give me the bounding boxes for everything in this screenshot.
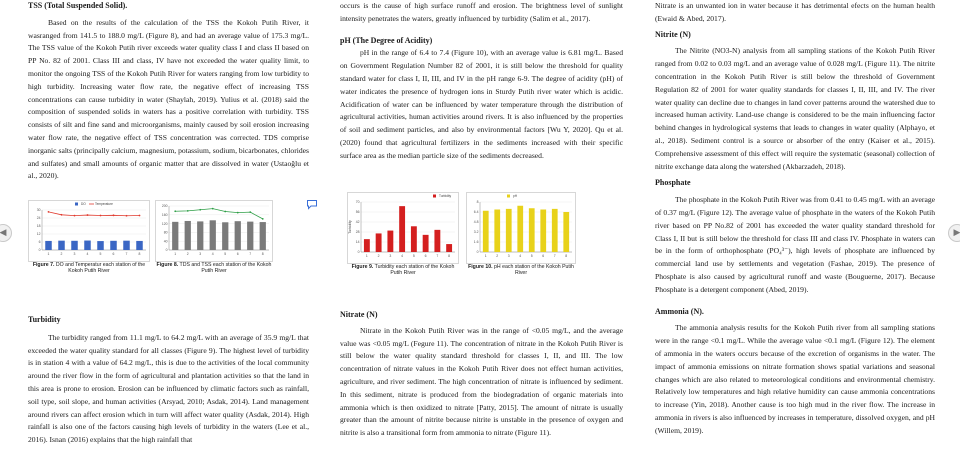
figure-7-caption: Figure 7. DO and Temperatur each station of the Kokoh Putih River [32,262,146,275]
bar-ph [540,210,546,253]
bar-turbidity [411,226,417,252]
bar-turbidity [434,230,440,252]
tss-heading: TSS (Total Suspended Solid). [28,1,128,10]
y-tick-label: 4.8 [473,220,479,225]
bar-ph [483,211,489,252]
nitrate-paragraph: Nitrate in the Kokoh Putih River was in the range of <0.05 mg/L, and the average value was <0.05 mg/L (Fegure 11). The concentration of nitrate in the Kokoh Putih River is still below the water quality standard threshold for classes I, II, and III. The low concentration of nitrate values in the Kokoh Putih River does not effect human activities, agriculture, and river sediment. The high concentration of nitrate is influenced by sediment. In this sediment, nitrate is produced from the biodegradation of organic materials into ammonia which is then oxidized to nitrate [Patty, 2015]. The amount of nitrate is usually greater than the amount of nitrite because nitrite is unstable in the presence of oxygen and nitrite is also a transitional form from ammonia to nitrate (Figure 11). [340,325,623,438]
x-tick-label: 7 [436,254,439,258]
bar-do [123,241,130,250]
point-temperature [87,214,89,216]
x-tick-label: 1 [365,254,368,258]
bar-turbidity [387,231,393,252]
x-tick-label: 5 [99,252,102,256]
next-page-button[interactable] [948,224,960,242]
figure-8 [155,200,273,275]
phosphate-heading: Phosphate [655,178,691,188]
point-temperature [48,211,50,213]
bar-do [71,241,78,250]
bar-do [110,241,117,250]
figure-10 [466,192,576,277]
bar-tds [222,222,228,250]
chevron-left-icon: ◀ [0,228,7,238]
bar-ph [494,210,500,253]
x-tick-label: 6 [112,252,115,256]
y-tick-label: 80 [163,230,168,235]
figure-9-caption: Figure 9. Turbidity each station of the Kokoh Putih River [351,264,455,277]
legend-label: Temperature [95,202,113,207]
ammonia-heading: Ammonia (N). [655,306,704,316]
column-left-lower [28,314,309,447]
x-tick-label: 6 [236,252,239,256]
x-tick-label: 1 [47,252,50,256]
legend-label: DO [81,202,86,207]
y-tick-label: 40 [163,239,168,244]
y-tick-label: 42 [355,220,360,225]
turbidity-heading: Turbidity [28,315,61,324]
y-tick-label: 70 [355,200,360,205]
bar-do [45,241,52,250]
bar-do [136,241,143,250]
ph-paragraph: pH in the range of 6.4 to 7.4 (Figure 10), with an average value is 6.81 mg/L. Based on Government Regulation Number 82 of 2001, it is still below the threshold for quality standard water for class I, II, III, and IV in the pH range 6-9. The degree of acidity (pH) of water indicates the presence of hydrogen ions in Sturdy Putih river water which is acidic. Acidification of water can be influenced by water temperature through the distribution of agricultural activities, human activities around rivers. It is also influenced by the properties of soil and sediment particles, and also by environmental factors [Wu Y, 2020]. Qu et al. (2020) found that agricultural fertilizers in the sediments increased with their specific surface area as the median particle size of the sediments decreased. [340,48,623,160]
x-tick-label: 1 [174,252,177,256]
point-temperature [139,215,141,217]
y-tick-label: 200 [161,204,168,209]
point-tss [224,211,226,213]
x-tick-label: 4 [86,252,89,256]
x-tick-label: 5 [412,254,415,258]
figure-10-chart [466,192,576,264]
x-tick-label: 5 [224,252,227,256]
x-tick-label: 7 [125,252,128,256]
bar-turbidity [376,233,382,252]
x-tick-label: 2 [496,254,499,258]
bar-tds [235,221,241,250]
y-tick-label: 14 [355,240,360,245]
bar-turbidity [423,235,429,252]
y-tick-label: 18 [36,224,41,229]
chevron-right-icon: ▶ [953,228,960,238]
bar-tds [185,221,191,250]
y-tick-label: 6.4 [473,210,479,215]
y-tick-label: 28 [355,230,360,235]
bar-ph [506,209,512,252]
point-tss [249,211,251,213]
x-tick-label: 7 [249,252,252,256]
x-tick-label: 6 [424,254,427,258]
column-right [655,0,935,438]
y-tick-label: 24 [36,216,41,221]
y-tick-label: 0 [165,248,168,253]
figure-9 [347,192,459,277]
figure-7-chart [28,200,150,262]
x-tick-label: 8 [448,254,451,258]
bar-tds [172,222,178,250]
bar-do [58,241,65,250]
figure-7 [28,200,150,275]
x-tick-label: 3 [73,252,76,256]
bar-tds [247,222,253,250]
x-tick-label: 3 [199,252,202,256]
bar-ph [529,208,535,252]
point-temperature [126,215,128,217]
tss-paragraph: Based on the results of the calculation of the TSS the Kokoh Putih River, it wasranged from 141.5 to 188.0 mg/L (Figure 8), and had an average value of 175.3 mg/L. The TSS value of the Kokoh Putih river exceeds water quality class I and class II based on PP No. 82 of 2001. Class III and class, IV have not exceeded the water quality limit, to monitor the ongoing TSS of the Kokoh Putih River for waters ranging from low turbidity to high turbidity. Increasing water flow rate, the negative effect of increasing TSS concentrations can cause turbidity in water (Shaylah, 2019). Yulius et al. (2018) said the composition of suspended solids in waters has a positive correlation with turbidity. TSS consists of silt and fine sand and microorganisms, mainly caused by soil erosion increasing water flow rate, the negative effect of TSS concentration was corrected. TDS comprise inorganic salts (principally calcium, magnesium, potassium, sodium, bicarbonates, chlorides and sulfates) and small amounts of organic matter that are dissolved in water (Ustaoğlu et al., 2020). [28,17,309,181]
point-temperature [61,214,63,216]
y-axis-label: Turbidity [348,220,352,234]
point-tss [237,212,239,214]
bar-do [97,241,104,250]
nitrite-paragraph: The Nitrite (NO3-N) analysis from all sampling stations of the Kokoh Putih River ranged from 0.02 to 0.03 mg/L and an average value of 0.028 mg/L (Figure 11). The nitrite concentration in the Kokoh Putih River is still below the threshold of Government Regulation 82 of 2001 for water quality standards for classes I, II, III, and IV. The river water quality can decline due to changes in land cover patterns around the watershed due to increased human activity. Land-use change is considered to be the main influencing factor behind changes in hydrological systems that leads to changes in water quality (Alphayo, et al., 2018). Sediment control is a source or absorber of the entry (Kaiser et al., 2015). Comprehensive assessment of this effect will require the systematic (seasonal) collection of nitrite exchange data along the watershed (Akbarzadeh, 2018). [655,46,935,171]
bar-turbidity [446,244,452,252]
figure-8-chart [155,200,273,262]
y-tick-label: 6 [38,240,41,245]
point-temperature [113,214,115,216]
middle-top-paragraph: occurs is the cause of high surface runoff and erosion. The brightness level of sunlight intensity penetrates the waters, greatly influenced by turbidity (Salim et al., 2017). [340,1,623,23]
bar-tds [210,220,216,250]
x-tick-label: 8 [261,252,264,256]
figure-9-chart [347,192,459,264]
bar-do [84,241,91,250]
figure-8-caption: Figure 8. TDS and TSS each station of the Kokoh Putih River [156,262,272,275]
figure-10-caption: Figure 10. pH each station of the Kokoh Putih River [468,264,574,277]
bar-turbidity [399,206,405,252]
bar-ph [552,209,558,252]
x-tick-label: 2 [60,252,63,256]
x-tick-label: 4 [519,254,522,258]
y-tick-label: 3.2 [473,230,479,235]
point-tss [174,210,176,212]
nitrite-heading: Nitrite (N) [655,29,691,39]
legend-swatch [75,203,78,206]
point-tss [262,218,264,220]
y-tick-label: 120 [161,221,168,226]
y-tick-label: 160 [161,213,168,217]
legend-label: Turbidity [439,194,452,199]
turbidity-paragraph: The turbidity ranged from 11.1 mg/L to 64.2 mg/L with an average of 35.9 mg/L that exceeded the water quality standard for all classes (Figure 9). The highest level of turbidity is in station 4 with a value of 64.2 mg/L, this is due to the activities of the local community around the river flow in the form of agricultural and plantation activities so that the land in this area is prone to erosion. Erosion can be influenced by climatic factors such as rainfall, soil type, soil slope, and human activities (Arsyad, 2010; Asdak, 2014). Land management around rivers can affect erosion which in turn will affect water quality (Asdak, 2014). High rainfall is also one of the factors causing high levels of turbidity in the waters (Lee et al., 2016). Isnan (2016) explains that the high rainfall that [28,332,309,445]
x-tick-label: 2 [377,254,380,258]
bar-ph [517,206,523,252]
y-tick-label: 0 [357,250,360,255]
y-tick-label: 30 [36,208,41,213]
column-middle [340,0,623,163]
x-tick-label: 8 [138,252,141,256]
bar-tds [197,221,203,250]
x-tick-label: 5 [530,254,533,258]
x-tick-label: 3 [507,254,510,258]
y-tick-label: 8 [476,200,479,205]
bar-turbidity [364,239,370,252]
ammonia-paragraph: The ammonia analysis results for the Kokoh Putih river from all sampling stations were in the range <0.1 mg/L. While the average value <0.1 mg/L (Figure 12). The element of ammonia in the waters occurs because of the excretion of organisms in the water. The impact of ammonia emissions on nitrate formation shows spatial variations and seasonal changes which are also related to meteorological conditions and environmental chemistry. Relatively low temperatures and high relative humidity can cause ammonia concentrations to increase (Yin, 2018). Another cause is too high mud in the river flow. The increase in ammonia in rivers is also influenced by increases in temperature, dissolved oxygen, and pH (Willem, 2019). [655,323,935,435]
x-tick-label: 8 [565,254,568,258]
column-middle-lower [340,309,623,440]
point-tss [212,208,214,210]
x-tick-label: 6 [542,254,545,258]
legend-label: pH [513,194,518,199]
point-tss [199,209,201,211]
y-tick-label: 12 [36,232,41,237]
right-top-paragraph: Nitrate is an unwanted ion in water because it has detrimental efects on the human health (Ewaid & Abed, 2017). [655,1,935,23]
y-tick-label: 0 [476,250,479,255]
x-tick-label: 1 [484,254,487,258]
point-tss [187,210,189,212]
bar-ph [563,212,569,252]
y-tick-label: 1.6 [473,240,479,245]
legend-swatch [507,195,510,198]
bar-tds [260,222,266,250]
nitrate-heading: Nitrate (N) [340,310,378,319]
column-left [28,0,309,183]
x-tick-label: 7 [553,254,556,258]
phosphate-paragraph: The phosphate in the Kokoh Putih River was from 0.41 to 0.45 mg/L with an average of 0.37 mg/L (Figure 12). The average value of phosphate in the waters of the Kokoh Putih river based on PP No.82 of 2001 has exceeded the water quality standard threshold for Class I, II but is still below the threshold for class III and class IV. Phosphate in waters can be in the form of orthophosphate (PO₄³⁻), high levels of phosphate are influenced by commercial land use by settlements and vegetation (Fashae, 2019). The presence of Phosphate is also caused by agricultural runoff and waste (Bouguerne, 2017). Because Phosphate is a detergent component (Abed, 2019). [655,195,935,294]
comment-icon[interactable] [306,199,318,210]
y-tick-label: 56 [355,210,360,215]
y-tick-label: 0 [38,248,41,253]
x-tick-label: 2 [186,252,189,256]
legend-swatch [433,195,436,198]
ph-heading: pH (The Degree of Acidity) [340,35,433,45]
x-tick-label: 4 [401,254,404,258]
x-tick-label: 3 [389,254,392,258]
x-tick-label: 4 [211,252,214,256]
point-temperature [74,215,76,217]
previous-page-button[interactable] [0,224,12,242]
point-temperature [100,215,102,217]
